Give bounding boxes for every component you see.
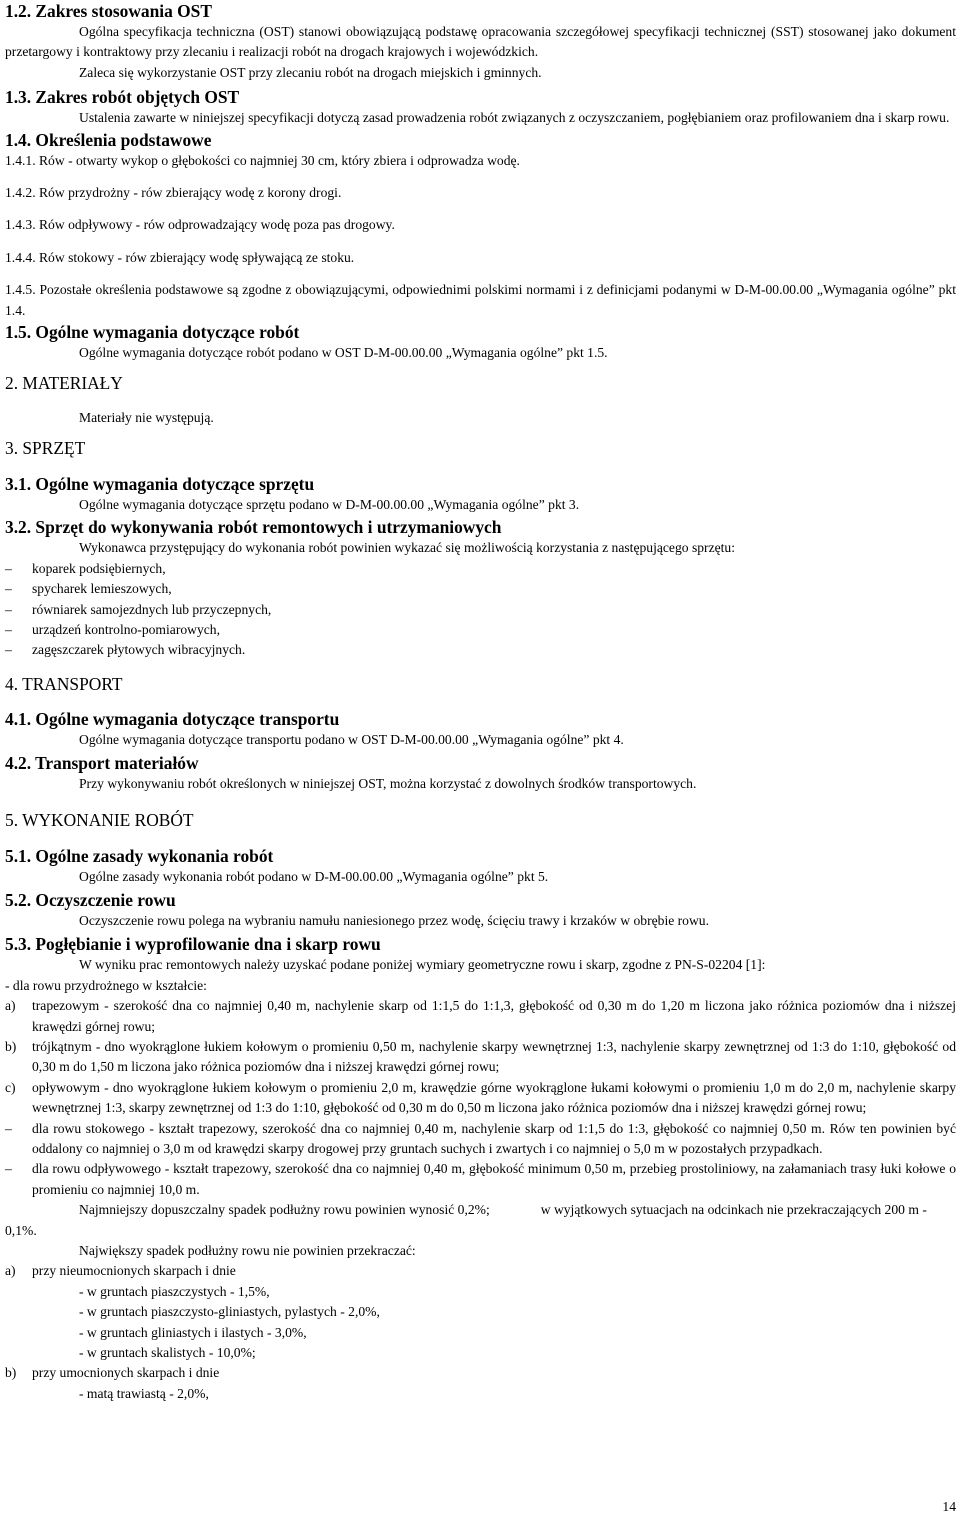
definition-item: 1.4.4. Rów stokowy - rów zbierający wodę spływającą ze stoku. [5, 249, 355, 265]
ditch-shape-item: a) trapezowym - szerokość dna co najmniej 0,40 m, nachylenie skarp od 1:1,5 do 1:1,3, głębokość od 0,30 m do 1,20 m liczona jako różnica poziomów dna i niższej krawędzi górnej rowu; [5, 998, 956, 1034]
equipment-item: – spycharek lemieszowych, [5, 579, 956, 599]
slope-value-item: - w gruntach skalistych - 10,0%; [79, 1345, 256, 1361]
section-4-2-heading: 4.2. Transport materiałów [5, 753, 199, 774]
page-number: 14 [942, 1499, 956, 1514]
ditch-shape-item: b) trójkątnym - dno wyokrąglone łukiem kołowym o promieniu 0,50 m, nachylenie skarpy wewnętrznej 1:3, nachylenie skarpy zewnętrznej od 1:3 do 1:10, głębokość od 0,30 m do 1,50 m liczona jako różnica poziomów dna i niższej krawędzi górnej rowu; [5, 1038, 956, 1075]
paragraph: Najmniejszy dopuszczalny spadek podłużny rowu powinien wynosić 0,2%; w wyjątkowych sytuacjach na odcinkach nie przekraczających 200 m - 0,1%. [5, 1202, 931, 1238]
paragraph: W wyniku prac remontowych należy uzyskać podane poniżej wymiary geometryczne rowu i skarp, zgodne z PN-S-02204 [1]: [79, 957, 766, 973]
paragraph: Ogólne wymagania dotyczące sprzętu podano w D-M-00.00.00 „Wymagania ogólne” pkt 3. [79, 496, 580, 512]
section-1-5-heading: 1.5. Ogólne wymagania dotyczące robót [5, 322, 300, 343]
definition-item: 1.4.3. Rów odpływowy - rów odprowadzający wodę poza pas drogowy. [5, 217, 395, 233]
dash-marker: – [5, 1120, 12, 1136]
dash-marker: – [5, 1161, 12, 1177]
paragraph: Ogólne wymagania dotyczące transportu podano w OST D-M-00.00.00 „Wymagania ogólne” pkt 4. [79, 731, 624, 747]
dash-marker: – [5, 601, 12, 617]
section-2-heading: 2. MATERIAŁY [5, 373, 123, 394]
dash-marker: – [5, 642, 12, 658]
slope-value-item: - w gruntach gliniastych i ilastych - 3,0%, [79, 1324, 307, 1340]
paragraph: - dla rowu przydrożnego w kształcie: [5, 977, 207, 993]
section-5-3-heading: 5.3. Pogłębianie i wyprofilowanie dna i skarp rowu [5, 934, 381, 955]
dash-marker: – [5, 581, 12, 597]
section-1-4-heading: 1.4. Określenia podstawowe [5, 129, 212, 150]
equipment-item: – koparek podsiębiernych, [5, 559, 956, 579]
paragraph: Przy wykonywaniu robót określonych w niniejszej OST, można korzystać z dowolnych środków transportowych. [79, 776, 697, 792]
ditch-type-item: – dla rowu odpływowego - kształt trapezowy, szerokość dna co najmniej 0,40 m, głębokość minimum 0,50 m, przebieg prostoliniowy, na załamaniach trasy łuki kołowe o promieniu co najmniej 10,0 m. [5, 1161, 956, 1197]
equipment-item: – równiarek samojezdnych lub przyczepnych, [5, 600, 956, 620]
paragraph: Ogólna specyfikacja techniczna (OST) stanowi obowiązującą podstawę opracowania szczegółowej specyfikacji technicznej (SST) stosowanej jako dokument przetargowy i kontraktowy przy zlecaniu i realizacji robót na drogach krajowych i wojewódzkich. [5, 24, 956, 60]
definition-item: 1.4.2. Rów przydrożny - rów zbierający wodę z korony drogi. [5, 185, 342, 201]
slope-condition-item: b) przy umocnionych skarpach i dnie [5, 1365, 220, 1381]
section-1-3-heading: 1.3. Zakres robót objętych OST [5, 87, 240, 108]
paragraph: Zaleca się wykorzystanie OST przy zlecaniu robót na drogach miejskich i gminnych. [79, 64, 542, 80]
equipment-item: – zagęszczarek płytowych wibracyjnych. [5, 640, 956, 660]
paragraph: Ogólne wymagania dotyczące robót podano w OST D-M-00.00.00 „Wymagania ogólne” pkt 1.5. [79, 345, 608, 361]
definition-item: 1.4.5. Pozostałe określenia podstawowe są zgodne z obowiązującymi, odpowiednimi polskimi normami i z definicjami podanymi w D-M-00.00.00 „Wymagania ogólne” pkt 1.4. [5, 282, 956, 318]
section-5-1-heading: 5.1. Ogólne zasady wykonania robót [5, 845, 274, 866]
slope-value-item: - w gruntach piaszczystych - 1,5%, [79, 1283, 270, 1299]
paragraph: Największy spadek podłużny rowu nie powinien przekraczać: [79, 1243, 416, 1259]
dash-marker: – [5, 560, 12, 576]
section-5-2-heading: 5.2. Oczyszczenie rowu [5, 889, 176, 910]
section-4-heading: 4. TRANSPORT [5, 673, 123, 694]
section-3-1-heading: 3.1. Ogólne wymagania dotyczące sprzętu [5, 473, 315, 494]
paragraph: Oczyszczenie rowu polega na wybraniu namułu naniesionego przez wodę, ścięciu trawy i krzaków w obrębie rowu. [79, 912, 709, 928]
paragraph: Wykonawca przystępujący do wykonania robót powinien wykazać się możliwością korzystania z następującego sprzętu: [79, 540, 735, 556]
section-3-2-heading: 3.2. Sprzęt do wykonywania robót remontowych i utrzymaniowych [5, 517, 502, 538]
section-4-1-heading: 4.1. Ogólne wymagania dotyczące transportu [5, 708, 340, 729]
section-1-2-heading: 1.2. Zakres stosowania OST [5, 1, 212, 21]
dash-marker: – [5, 621, 12, 637]
equipment-item: – urządzeń kontrolno-pomiarowych, [5, 620, 956, 640]
definition-item: 1.4.1. Rów - otwarty wykop o głębokości co najmniej 30 cm, który zbiera i odprowadza wodę. [5, 152, 520, 168]
slope-condition-item: a) przy nieumocnionych skarpach i dnie [5, 1263, 236, 1279]
slope-value-item: - w gruntach piaszczysto-gliniastych, pylastych - 2,0%, [79, 1304, 380, 1320]
paragraph: Ogólne zasady wykonania robót podano w D-M-00.00.00 „Wymagania ogólne” pkt 5. [79, 868, 549, 884]
slope-value-item: - matą trawiastą - 2,0%, [79, 1385, 209, 1401]
section-3-heading: 3. SPRZĘT [5, 437, 86, 458]
ditch-type-item: – dla rowu stokowego - kształt trapezowy, szerokość dna co najmniej 0,40 m, nachylenie skarp od 1:1,5 do 1:3, głębokość co najmniej 0,50 m. Rów ten powinien być oddalony co najmniej o 3,0 m od krawędzi skarpy drogowej przy gruntach suchych i zwartych i co najmniej o 5,0 m w pozostałych przypadkach. [5, 1120, 956, 1156]
paragraph: Materiały nie występują. [79, 410, 214, 426]
section-5-heading: 5. WYKONANIE ROBÓT [5, 809, 194, 830]
paragraph: Ustalenia zawarte w niniejszej specyfikacji dotyczą zasad prowadzenia robót związanych z oczyszczaniem, pogłębianiem oraz profilowaniem dna i skarp rowu. [79, 110, 950, 126]
ditch-shape-item: c) opływowym - dno wyokrąglone łukiem kołowym o promieniu 2,0 m, krawędzie górne wyokrąglone łukami kołowymi o promieniu 1,0 m do 2,0 m, nachylenie skarpy wewnętrznej 1:3, skarpy zewnętrznej od 1:3 do 1:10, głębokość od 0,30 m do 0,50 m liczona jako różnica poziomów dna i niższej krawędzi górnej rowu; [5, 1079, 956, 1116]
document-body [5, 0, 956, 1404]
